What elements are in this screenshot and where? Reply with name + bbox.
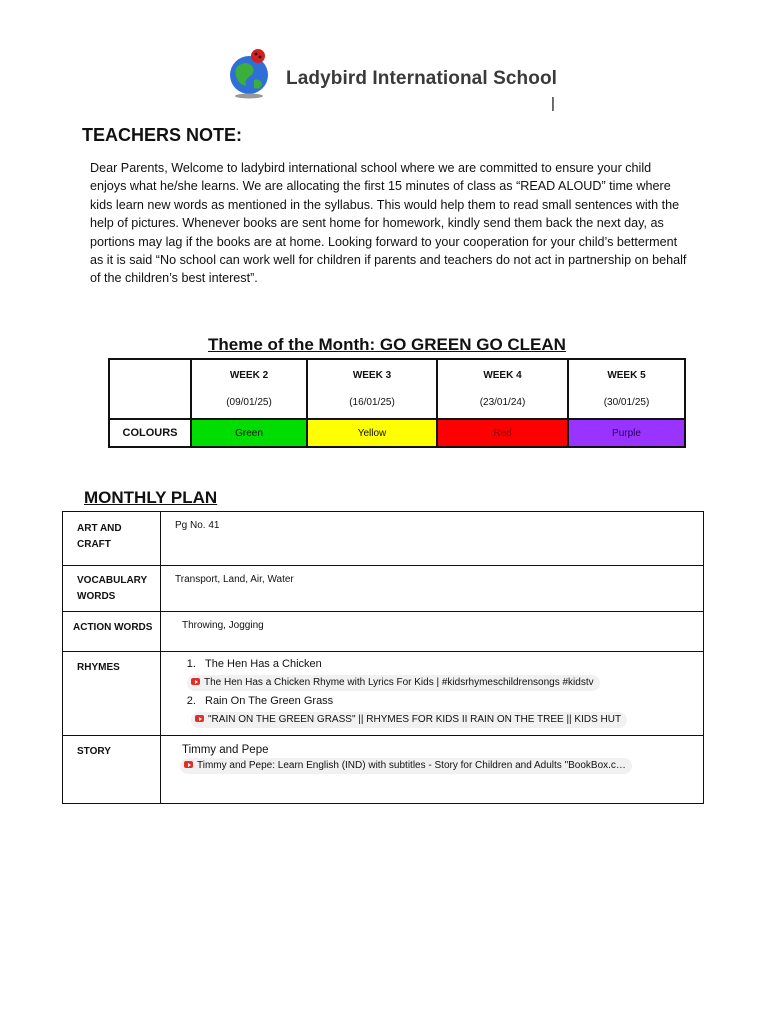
week-date: (16/01/25) bbox=[349, 397, 395, 408]
colour-cell: Purple bbox=[568, 419, 685, 447]
story-title: Timmy and Pepe bbox=[182, 744, 269, 756]
youtube-link-text: Timmy and Pepe: Learn English (IND) with subtitles - Story for Children and Adults "BookBox.c… bbox=[197, 760, 626, 771]
theme-colour-row bbox=[109, 419, 685, 447]
week-label: WEEK 2 bbox=[229, 370, 269, 381]
week-header-cell bbox=[437, 359, 568, 419]
action-words-value: Throwing, Jogging bbox=[161, 612, 704, 652]
art-label-line: CRAFT bbox=[77, 539, 111, 550]
youtube-icon bbox=[195, 715, 204, 722]
theme-table bbox=[108, 358, 686, 448]
week-label: WEEK 3 bbox=[352, 370, 392, 381]
teachers-note-body: Dear Parents, Welcome to ladybird international school where we are committed to ensure your child enjoys what he/she learns. We are allocating the first 15 minutes of class as “READ ALOUD” time where kids learn new words as mentioned in the syllabus. This would help them to read small sentences with the help of pictures. Whenever books are sent home for homework, kindly send them back the next day, as portions may lag if the books are at home. Looking forward to your cooperation for your child’s betterment as it is said “No school can work well for children if parents and teachers do not act in partnership on behalf of the children’s best interest”. bbox=[90, 161, 687, 286]
story-value bbox=[161, 736, 704, 804]
rhymes-label: RHYMES bbox=[63, 652, 161, 736]
monthly-plan-table bbox=[62, 511, 704, 804]
rhymes-list bbox=[161, 656, 703, 730]
youtube-link-text: "RAIN ON THE GREEN GRASS" || RHYMES FOR KIDS II RAIN ON THE TREE || KIDS HUT bbox=[208, 714, 622, 725]
week-header-cell bbox=[191, 359, 307, 419]
school-logo-globe-icon bbox=[220, 44, 278, 102]
week-date: (30/01/25) bbox=[603, 397, 650, 408]
vocab-label-line: WORDS bbox=[77, 591, 116, 602]
table-row bbox=[63, 566, 704, 612]
list-item bbox=[199, 656, 703, 693]
youtube-link-chip[interactable] bbox=[187, 675, 600, 691]
monthly-plan-title: MONTHLY PLAN bbox=[84, 488, 218, 507]
theme-title: Theme of the Month: GO GREEN GO CLEAN bbox=[208, 335, 566, 354]
text-cursor-mark: | bbox=[551, 95, 555, 112]
week-label: WEEK 5 bbox=[607, 370, 646, 381]
rhymes-value bbox=[161, 652, 704, 736]
action-words-label: ACTION WORDS bbox=[63, 612, 161, 652]
list-item bbox=[199, 693, 703, 730]
colours-row-label: COLOURS bbox=[109, 419, 191, 447]
youtube-icon bbox=[191, 678, 200, 685]
art-craft-label bbox=[63, 512, 161, 566]
youtube-icon bbox=[184, 761, 193, 768]
colour-cell: Red bbox=[437, 419, 568, 447]
vocabulary-value: Transport, Land, Air, Water bbox=[161, 566, 704, 612]
vocab-label-line: VOCABULARY bbox=[77, 575, 148, 586]
table-row bbox=[63, 652, 704, 736]
art-label-line: ART AND bbox=[77, 523, 122, 534]
week-date: (09/01/25) bbox=[226, 397, 272, 408]
week-header-cell bbox=[568, 359, 685, 419]
youtube-link-chip[interactable] bbox=[180, 758, 632, 774]
week-date: (23/01/24) bbox=[479, 397, 526, 408]
rhyme-title: Rain On The Green Grass bbox=[205, 695, 334, 707]
table-row bbox=[63, 512, 704, 566]
rhyme-title: The Hen Has a Chicken bbox=[205, 658, 322, 670]
theme-corner-cell bbox=[109, 359, 191, 419]
youtube-link-chip[interactable] bbox=[191, 712, 627, 728]
school-name: Ladybird International School bbox=[286, 68, 558, 89]
art-craft-value: Pg No. 41 bbox=[161, 512, 704, 566]
teachers-note-title: TEACHERS NOTE: bbox=[82, 125, 243, 145]
theme-week-row bbox=[109, 359, 685, 419]
table-row bbox=[63, 736, 704, 804]
vocabulary-label bbox=[63, 566, 161, 612]
week-label: WEEK 4 bbox=[483, 370, 522, 381]
youtube-link-text: The Hen Has a Chicken Rhyme with Lyrics For Kids | #kidsrhymeschildrensongs #kidstv bbox=[204, 677, 594, 688]
week-header-cell bbox=[307, 359, 437, 419]
colour-cell: Green bbox=[191, 419, 307, 447]
colour-cell: Yellow bbox=[307, 419, 437, 447]
story-label: STORY bbox=[63, 736, 161, 804]
table-row bbox=[63, 612, 704, 652]
